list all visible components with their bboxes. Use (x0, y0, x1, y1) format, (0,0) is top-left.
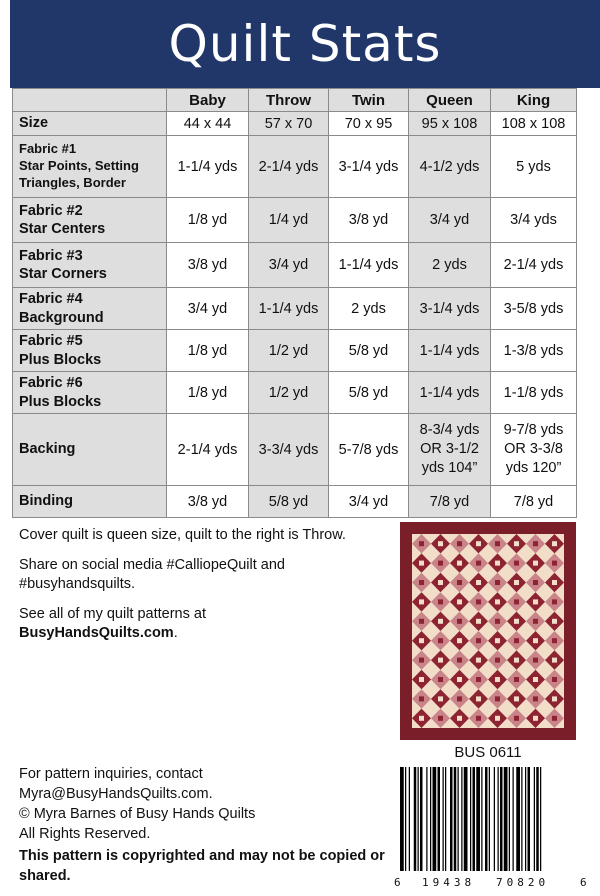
table-cell (167, 486, 249, 518)
cell-line: 5-7/8 yds (338, 441, 399, 458)
table-cell (249, 198, 329, 243)
table-cell (167, 243, 249, 288)
cell-line: 3/4 yds (510, 212, 557, 228)
quilt-star-center (552, 580, 557, 585)
cell-line: 2-1/4 yds (503, 257, 564, 273)
quilt-star-center (495, 599, 500, 604)
table-cell (409, 486, 491, 518)
table-header-row (13, 89, 577, 112)
table-cell (329, 136, 409, 198)
quilt-star-center (514, 716, 519, 721)
quilt-star-center (438, 619, 443, 624)
table-cell (409, 372, 491, 414)
cell-line: 70 x 95 (344, 115, 393, 132)
cell-line: yds 120” (505, 459, 562, 476)
table-cell (249, 112, 329, 136)
contact-email[interactable]: Myra@BusyHandsQuilts.com. (19, 786, 213, 802)
table-cell (167, 288, 249, 330)
barcode-left-digits: 19438 (422, 876, 476, 889)
table-row (13, 330, 577, 372)
cell-line: 2-1/4 yds (258, 158, 319, 175)
website-link[interactable]: BusyHandsQuilts.com (19, 625, 174, 642)
quilt-star-center (476, 696, 481, 701)
table-cell (329, 486, 409, 518)
quilt-star-center (552, 541, 557, 546)
barcode-bar (438, 767, 441, 871)
table-row (13, 243, 577, 288)
quilt-star-center (476, 677, 481, 682)
quilt-star-center (495, 696, 500, 701)
table-cell (249, 330, 329, 372)
quilt-star-center (419, 599, 424, 604)
quilt-star-center (476, 638, 481, 643)
quilt-star-center (533, 561, 538, 566)
cell-line: 3/8 yd (348, 212, 389, 228)
quilt-star-center (476, 619, 481, 624)
table-cell (167, 198, 249, 243)
table-cell (249, 243, 329, 288)
barcode-bar (516, 767, 520, 871)
cell-line: 1-1/4 yds (258, 300, 319, 317)
table-row (13, 198, 577, 243)
barcode-bar (525, 767, 526, 871)
row-header (13, 243, 167, 288)
quilt-star-center (495, 580, 500, 585)
table-cell (491, 136, 577, 198)
quilt-star-center (552, 696, 557, 701)
cell-line: 3/4 yd (187, 300, 228, 317)
cell-line: 3-3/4 yds (258, 441, 319, 458)
contact-line: For pattern inquiries, contact (19, 766, 203, 782)
table-cell (491, 198, 577, 243)
cell-line: 4-1/2 yds (419, 158, 480, 175)
barcode-bar (473, 767, 476, 871)
quilt-star-center (514, 677, 519, 682)
quilt-star-center (514, 658, 519, 663)
row-header-line: Fabric #4 (19, 291, 83, 308)
cell-line: 2 yds (432, 257, 467, 273)
table-cell (491, 112, 577, 136)
table-cell (329, 372, 409, 414)
row-header (13, 112, 167, 136)
copyright-warning: This pattern is copyrighted and may not be copied or shared. (19, 848, 385, 884)
table-cell (167, 330, 249, 372)
note-website (19, 605, 394, 644)
cell-line: 3-1/4 yds (419, 300, 480, 317)
table-row (13, 136, 577, 198)
table-cell (491, 414, 577, 486)
quilt-star-center (514, 561, 519, 566)
barcode-bar (509, 767, 510, 871)
quilt-star-center (495, 561, 500, 566)
barcode-bar (500, 767, 503, 871)
cell-line: 5/8 yd (348, 384, 389, 401)
quilt-star-center (457, 696, 462, 701)
quilt-star-center (533, 638, 538, 643)
table-cell (329, 198, 409, 243)
table-cell (249, 372, 329, 414)
cell-line: 1/4 yd (268, 212, 309, 228)
barcode-bar (420, 767, 423, 871)
quilt-star-center (457, 580, 462, 585)
row-header (13, 288, 167, 330)
barcode-bar (513, 767, 514, 871)
row-header-line: Binding (19, 493, 73, 510)
quilt-star-center (457, 638, 462, 643)
barcode-bar (418, 767, 419, 871)
table-cell (409, 243, 491, 288)
barcode-bar (414, 767, 417, 871)
quilt-star-center (419, 561, 424, 566)
rights-line: All Rights Reserved. (19, 826, 151, 842)
table-cell (167, 136, 249, 198)
cell-line: 1-1/4 yds (419, 384, 480, 401)
cell-line: 1/8 yd (187, 384, 228, 401)
barcode-bar (494, 767, 495, 871)
cell-line: 3/8 yd (187, 493, 228, 510)
quilt-star-center (438, 638, 443, 643)
quilt-star-center (457, 658, 462, 663)
table-cell (167, 372, 249, 414)
barcode-bar (400, 767, 404, 871)
cell-line: 1/2 yd (268, 342, 309, 359)
quilt-star-center (476, 599, 481, 604)
barcode-bar (443, 767, 444, 871)
row-header-line: Size (19, 115, 49, 132)
row-header-line: Star Points, Setting (19, 158, 139, 174)
table-cell (409, 112, 491, 136)
row-header-line: Star Centers (19, 221, 106, 237)
row-header (13, 372, 167, 414)
table-cell (329, 414, 409, 486)
barcode-bar (445, 767, 446, 871)
table-cell (167, 112, 249, 136)
row-header-line: Backing (19, 441, 76, 458)
note-social-media: Share on social media #CalliopeQuilt and #busyhandsquilts. (19, 556, 285, 593)
row-header (13, 136, 167, 198)
row-header-line: Fabric #2 (19, 202, 83, 219)
cell-line: 7/8 yd (429, 493, 470, 510)
quilt-star-center (552, 638, 557, 643)
quilt-star-center (438, 580, 443, 585)
quilt-star-center (476, 541, 481, 546)
quilt-star-center (457, 677, 462, 682)
table-cell (329, 243, 409, 288)
quilt-star-center (438, 696, 443, 701)
cell-line: 1-1/4 yds (338, 257, 399, 273)
barcode-bar (521, 767, 522, 871)
quilt-star-center (533, 677, 538, 682)
barcode-check-digit: 6 (580, 876, 587, 889)
row-header-line: Fabric #1 (19, 141, 77, 157)
table-cell (409, 288, 491, 330)
cell-line: 7/8 yd (513, 493, 554, 510)
quilt-star-center (419, 541, 424, 546)
quilt-star-center (419, 638, 424, 643)
cell-line: 3/4 yd (429, 212, 470, 228)
barcode-bar (405, 767, 406, 871)
table-cell (409, 414, 491, 486)
barcode-bar (450, 767, 453, 871)
quilt-star-center (438, 599, 443, 604)
barcode-bar (458, 767, 459, 871)
barcode-bars (392, 767, 592, 875)
table-cell (167, 414, 249, 486)
table-cell (249, 136, 329, 198)
quilt-stats-table (12, 88, 577, 518)
quilt-star-center (514, 696, 519, 701)
quilt-star-center (552, 677, 557, 682)
page-title: Quilt Stats (168, 15, 442, 73)
quilt-star-center (533, 599, 538, 604)
barcode-bar (409, 767, 410, 871)
cell-line: 57 x 70 (264, 115, 313, 132)
cell-line: OR 3-3/8 (504, 441, 563, 458)
row-header (13, 486, 167, 518)
table-cell (491, 372, 577, 414)
barcode-bar (481, 767, 482, 871)
quilt-star-center (495, 619, 500, 624)
quilt-star-center (533, 580, 538, 585)
row-header-line: Plus Blocks (19, 351, 102, 368)
table-row (13, 288, 577, 330)
cell-line: OR 3-1/2 (420, 441, 479, 458)
quilt-star-center (552, 599, 557, 604)
table-cell (491, 330, 577, 372)
row-header-line: Plus Blocks (19, 393, 102, 410)
quilt-star-center (514, 619, 519, 624)
quilt-star-center (514, 580, 519, 585)
quilt-star-center (514, 541, 519, 546)
quilt-star-center (552, 619, 557, 624)
cell-line: 9-7/8 yds (503, 422, 564, 439)
cell-line: 1-1/8 yds (503, 384, 564, 401)
quilt-star-center (533, 541, 538, 546)
column-header: Throw (249, 89, 329, 112)
barcode-bar (485, 767, 488, 871)
table-row (13, 414, 577, 486)
header-corner (13, 89, 167, 112)
cell-line: 108 x 108 (501, 115, 566, 132)
barcode-right-digits: 70820 (496, 876, 550, 889)
quilt-star-center (438, 658, 443, 663)
quilt-star-center (495, 716, 500, 721)
quilt-star-center (457, 599, 462, 604)
quilt-star-center (457, 561, 462, 566)
cell-line: 95 x 108 (421, 115, 478, 132)
barcode-bar (454, 767, 457, 871)
table-cell (329, 330, 409, 372)
title-banner (10, 0, 600, 88)
row-header-line: Fabric #5 (19, 333, 83, 350)
table-cell (249, 288, 329, 330)
quilt-star-center (419, 716, 424, 721)
cell-line: 8-3/4 yds (419, 422, 480, 439)
cell-line: 2 yds (351, 300, 386, 317)
cell-line: 1-1/4 yds (177, 158, 238, 175)
quilt-star-center (419, 677, 424, 682)
quilt-star-center (533, 716, 538, 721)
row-header-line: Background (19, 309, 104, 326)
barcode-bar (540, 767, 541, 871)
quilt-photo (400, 522, 576, 740)
cell-line: 44 x 44 (183, 115, 232, 132)
table-cell (329, 112, 409, 136)
quilt-star-center (476, 716, 481, 721)
barcode-bar (470, 767, 471, 871)
table-cell (409, 330, 491, 372)
quilt-star-center (457, 619, 462, 624)
quilt-star-center (419, 619, 424, 624)
note-website-period: . (173, 625, 178, 642)
quilt-star-center (438, 561, 443, 566)
note-cover-quilt: Cover quilt is queen size, quilt to the right is Throw. (19, 527, 346, 543)
barcode-bar (433, 767, 437, 871)
table-cell (409, 198, 491, 243)
quilt-star-center (533, 696, 538, 701)
cell-line: 3-5/8 yds (503, 300, 564, 317)
quilt-star-center (495, 638, 500, 643)
quilt-star-center (457, 716, 462, 721)
quilt-star-center (419, 580, 424, 585)
copyright-line: © Myra Barnes of Busy Hands Quilts (19, 806, 256, 822)
cell-line: yds 104” (421, 459, 478, 476)
table-cell (409, 136, 491, 198)
column-header: Twin (329, 89, 409, 112)
quilt-star-center (533, 658, 538, 663)
cell-line: 5 yds (516, 158, 551, 175)
cell-line: 1-3/8 yds (503, 342, 564, 359)
column-header: Baby (167, 89, 249, 112)
table-row (13, 486, 577, 518)
row-header (13, 414, 167, 486)
barcode-bar (528, 767, 531, 871)
barcode-bar (426, 767, 427, 871)
quilt-star-center (514, 638, 519, 643)
cell-line: 5/8 yd (348, 342, 389, 359)
quilt-star-center (495, 541, 500, 546)
cell-line: 1/8 yd (187, 342, 228, 359)
row-header (13, 198, 167, 243)
cell-line: 1-1/4 yds (419, 342, 480, 359)
pattern-notes (19, 526, 394, 654)
cell-line: 3/8 yd (187, 257, 228, 273)
barcode-bar (430, 767, 431, 871)
quilt-star-center (476, 658, 481, 663)
contact-info (19, 764, 394, 886)
table-cell (491, 486, 577, 518)
quilt-star-center (419, 658, 424, 663)
row-header (13, 330, 167, 372)
table-cell (249, 414, 329, 486)
barcode-lead-digit: 6 (394, 876, 401, 889)
quilt-star-center (552, 561, 557, 566)
quilt-star-center (476, 561, 481, 566)
barcode-bar (489, 767, 490, 871)
cell-line: 5/8 yd (268, 493, 309, 510)
barcode-bar (504, 767, 508, 871)
table-cell (491, 243, 577, 288)
cell-line: 3-1/4 yds (338, 158, 399, 175)
quilt-star-center (514, 599, 519, 604)
cell-line: 1/2 yd (268, 384, 309, 401)
sku-code: BUS 0611 (454, 744, 522, 761)
cell-line: 1/8 yd (187, 212, 228, 228)
quilt-star-center (419, 696, 424, 701)
note-website-text: See all of my quilt patterns at (19, 605, 206, 622)
quilt-star-center (552, 658, 557, 663)
cell-line: 3/4 yd (268, 257, 309, 273)
quilt-star-center (438, 716, 443, 721)
cell-line: 2-1/4 yds (177, 441, 238, 458)
barcode-bar (534, 767, 535, 871)
table-row (13, 372, 577, 414)
barcode-bar (461, 767, 462, 871)
column-header: King (491, 89, 577, 112)
table-cell (329, 288, 409, 330)
cell-line: 3/4 yd (348, 493, 389, 510)
quilt-star-center (476, 580, 481, 585)
table-cell (491, 288, 577, 330)
quilt-star-center (457, 541, 462, 546)
table-row (13, 112, 577, 136)
quilt-star-center (495, 658, 500, 663)
table-cell (249, 486, 329, 518)
column-header: Queen (409, 89, 491, 112)
row-header-line: Star Corners (19, 266, 107, 282)
row-header-line: Triangles, Border (19, 174, 126, 190)
quilt-illustration (400, 522, 576, 740)
quilt-star-center (495, 677, 500, 682)
barcode-bar (464, 767, 468, 871)
quilt-star-center (552, 716, 557, 721)
barcode-bar (498, 767, 499, 871)
barcode-bar (536, 767, 539, 871)
row-header-line: Fabric #6 (19, 375, 83, 392)
row-header-line: Fabric #3 (19, 247, 83, 264)
quilt-star-center (533, 619, 538, 624)
quilt-star-center (438, 677, 443, 682)
quilt-star-center (438, 541, 443, 546)
barcode-bar (476, 767, 480, 871)
barcode (392, 767, 592, 891)
